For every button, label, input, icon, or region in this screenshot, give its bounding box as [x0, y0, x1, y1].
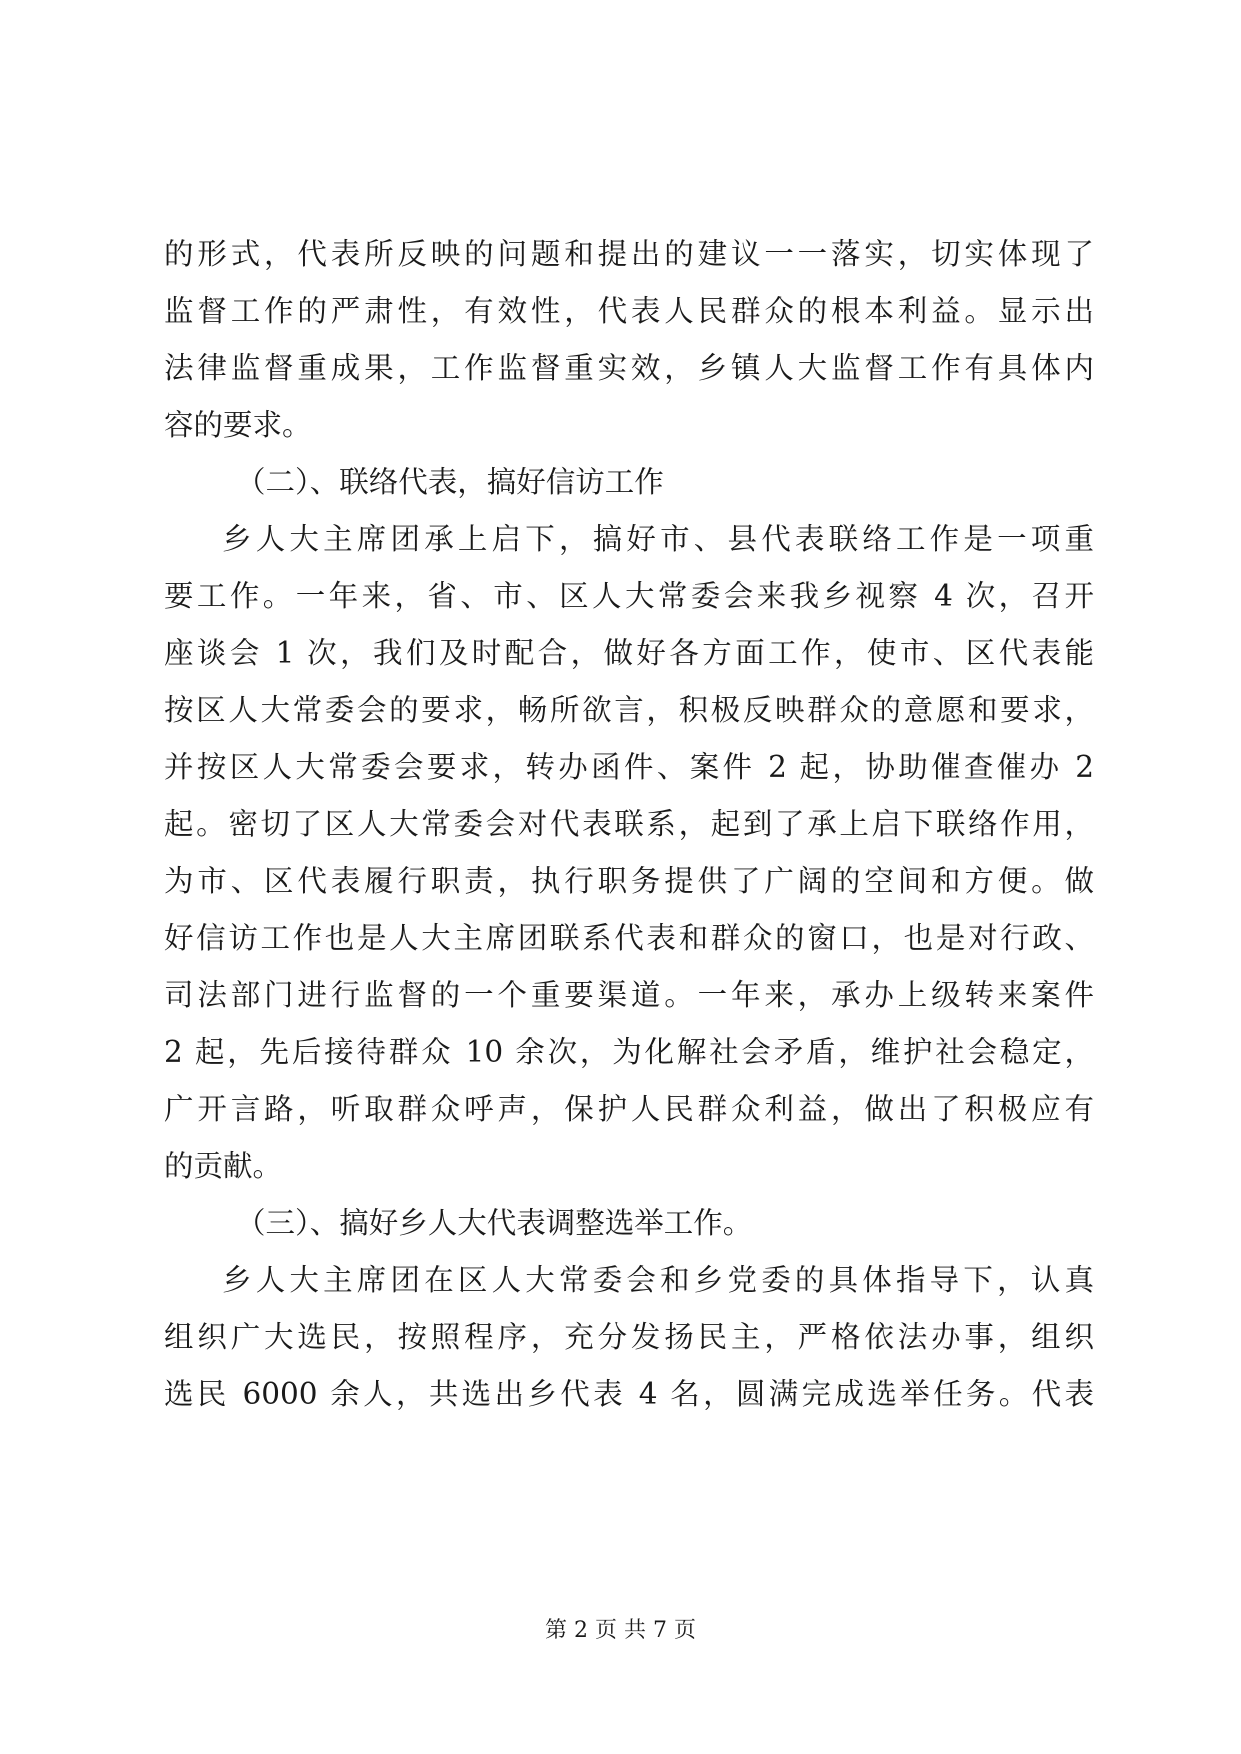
- text-line: 2 起，先后接待群众 10 余次，为化解社会矛盾，维护社会稳定，: [164, 1035, 1094, 1069]
- text-line: 的形式，代表所反映的问题和提出的建议一一落实，切实体现了: [164, 237, 1094, 271]
- text-line: 好信访工作也是人大主席团联系代表和群众的窗口，也是对行政、: [164, 921, 1094, 955]
- text-line: 的贡献。: [164, 1149, 283, 1183]
- text-line: 座谈会 1 次，我们及时配合，做好各方面工作，使市、区代表能: [164, 636, 1094, 670]
- section-heading: （二）、联络代表，搞好信访工作: [236, 465, 664, 499]
- text-line: 组织广大选民，按照程序，充分发扬民主，严格依法办事，组织: [164, 1320, 1094, 1354]
- text-line: 乡人大主席团在区人大常委会和乡党委的具体指导下，认真: [222, 1263, 1094, 1297]
- text-line: 为市、区代表履行职责，执行职务提供了广阔的空间和方便。做: [164, 864, 1094, 898]
- section-heading: （三）、搞好乡人大代表调整选举工作。: [236, 1206, 753, 1240]
- text-line: 法律监督重成果，工作监督重实效，乡镇人大监督工作有具体内: [164, 351, 1094, 385]
- text-line: 广开言路，听取群众呼声，保护人民群众利益，做出了积极应有: [164, 1092, 1094, 1126]
- text-line: 要工作。一年来，省、市、区人大常委会来我乡视察 4 次，召开: [164, 579, 1094, 613]
- text-line: 起。密切了区人大常委会对代表联系，起到了承上启下联络作用，: [164, 807, 1094, 841]
- text-line: 乡人大主席团承上启下，搞好市、县代表联络工作是一项重: [222, 522, 1094, 556]
- text-line: 按区人大常委会的要求，畅所欲言，积极反映群众的意愿和要求，: [164, 693, 1094, 727]
- text-line: 司法部门进行监督的一个重要渠道。一年来，承办上级转来案件: [164, 978, 1094, 1012]
- page-number-footer: 第 2 页 共 7 页: [545, 1618, 696, 1643]
- text-line: 监督工作的严肃性，有效性，代表人民群众的根本利益。显示出: [164, 294, 1094, 328]
- text-line: 容的要求。: [164, 408, 312, 442]
- text-line: 并按区人大常委会要求，转办函件、案件 2 起，协助催查催办 2: [164, 750, 1094, 784]
- text-line: 选民 6000 余人，共选出乡代表 4 名，圆满完成选举任务。代表: [164, 1377, 1094, 1411]
- body-text: [164, 226, 1094, 1423]
